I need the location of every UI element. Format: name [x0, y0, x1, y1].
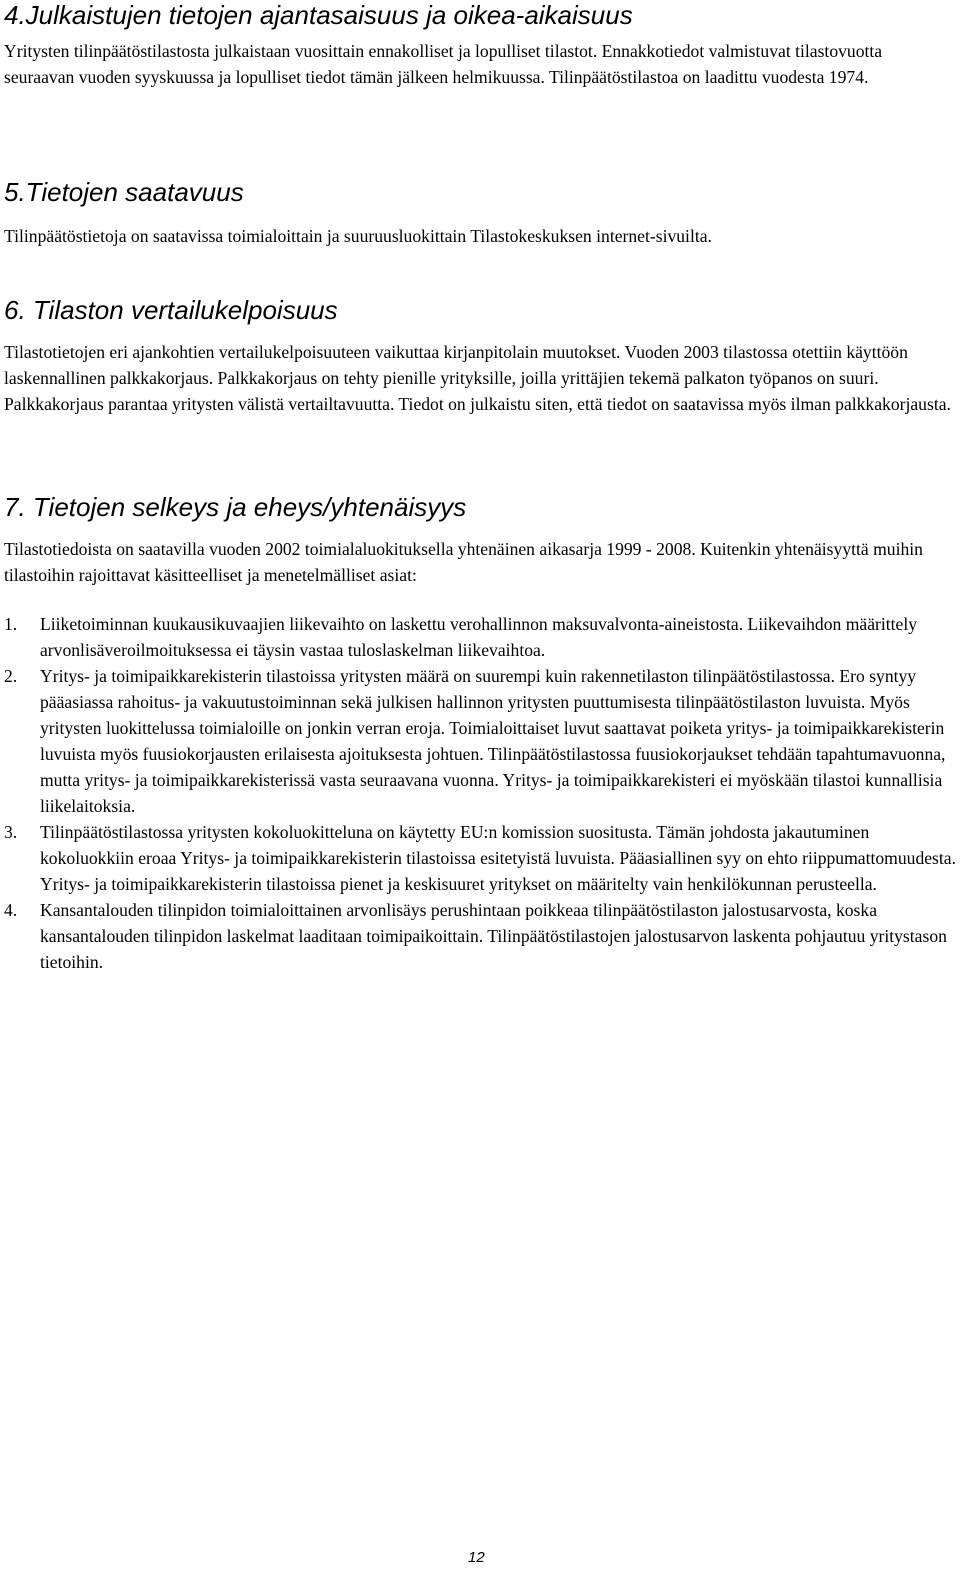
- section-paragraph-comparability: Tilastotietojen eri ajankohtien vertailukelpoisuuteen vaikuttaa kirjanpitolain muutokset. Vuoden 2003 tilastossa otettiin käyttöön laskennallinen palkkakorjaus. Palkkakorjaus on tehty pienille yrityksille, joilla yrittäjien tekemä palkaton työpanos on suuri. Palkkakorjaus parantaa yritysten välistä vertailtavuutta. Tiedot on julkaistu siten, että tiedot on saatavissa myös ilman palkkakorjausta.: [4, 342, 951, 414]
- section-heading-comparability: 6. Tilaston vertailukelpoisuus: [4, 295, 338, 325]
- list-item-text: Tilinpäätöstilastossa yritysten kokoluokitteluna on käytetty EU:n komission suositusta. Tämän johdosta jakautuminen kokoluokkiin eroaa Yritys- ja toimipaikkarekisterin tilastoissa esitetyistä luvuista. Pääasiallinen syy on ehto riippumattomuudesta. Yritys- ja toimipaikkarekisterin tilastoissa pienet ja keskisuuret yritykset on määritelty vain henkilökunnan perusteella.: [40, 822, 957, 894]
- list-item-text: Yritys- ja toimipaikkarekisterin tilastoissa yritysten määrä on suurempi kuin rakennetilaston tilinpäätöstilastossa. Ero syntyy pääasiassa rahoitus- ja vakuutustoiminnan sekä julkisen hallinnon yritysten puuttumisesta tilinpäätöstilaston luvuista. Myös yritysten luokittelussa toimialoille on jonkin verran eroja. Toimialoittaiset luvut saattavat poiketa yritys- ja toimipaikkarekisterin luvuista myös fuusiokorjausten erilaisesta ajoituksesta johtuen. Tilinpäätöstilastossa fuusiokorjaukset tehdään tapahtumavuonna, mutta yritys- ja toimipaikkarekisterissä vasta seuraavana vuonna. Yritys- ja toimipaikkarekisteri ei myöskään tilastoi kunnallisia liikelaitoksia.: [40, 666, 946, 816]
- section-heading-coherence: 7. Tietojen selkeys ja eheys/yhtenäisyys: [4, 492, 467, 522]
- coherence-issues-list: [4, 611, 956, 975]
- list-item-number: 3.: [4, 822, 18, 842]
- list-item-number: 2.: [4, 666, 18, 686]
- page-number: 12: [468, 1549, 485, 1566]
- list-item-number: 1.: [4, 614, 18, 634]
- section-paragraph-coherence: Tilastotiedoista on saatavilla vuoden 2002 toimialaluokituksella yhtenäinen aikasarja 1999 - 2008. Kuitenkin yhtenäisyyttä muihin tilastoihin rajoittavat käsitteelliset ja menetelmälliset asiat:: [4, 539, 923, 585]
- list-item-number: 4.: [4, 900, 18, 920]
- section-paragraph-availability: Tilinpäätöstietoja on saatavissa toimialoittain ja suuruusluokittain Tilastokeskuksen internet-sivuilta.: [4, 226, 712, 246]
- list-item: [4, 611, 956, 663]
- section-heading-timeliness: 4.Julkaistujen tietojen ajantasaisuus ja oikea-aikaisuus: [4, 0, 633, 30]
- list-item-text: Kansantalouden tilinpidon toimialoittainen arvonlisäys perushintaan poikkeaa tilinpäätöstilaston jalostusarvosta, koska kansantalouden tilinpidon laskelmat laaditaan toimipaikoittain. Tilinpäätöstilastojen jalostusarvon laskenta pohjautuu yritystason tietoihin.: [40, 900, 947, 972]
- list-item: [4, 819, 956, 897]
- list-item-text: Liiketoiminnan kuukausikuvaajien liikevaihto on laskettu verohallinnon maksuvalvonta-aineistosta. Liikevaihdon määrittely arvonlisäveroilmoituksessa ei täysin vastaa tuloslaskelman liikevaihtoa.: [40, 614, 918, 660]
- section-heading-availability: 5.Tietojen saatavuus: [4, 177, 244, 207]
- section-paragraph-timeliness: Yritysten tilinpäätöstilastosta julkaistaan vuosittain ennakolliset ja lopulliset tilastot. Ennakkotiedot valmistuvat tilastovuotta seuraavan vuoden syyskuussa ja lopulliset tiedot tämän jälkeen helmikuussa. Tilinpäätöstilastoa on laadittu vuodesta 1974.: [4, 41, 883, 87]
- list-item: [4, 897, 956, 975]
- list-item: [4, 663, 956, 819]
